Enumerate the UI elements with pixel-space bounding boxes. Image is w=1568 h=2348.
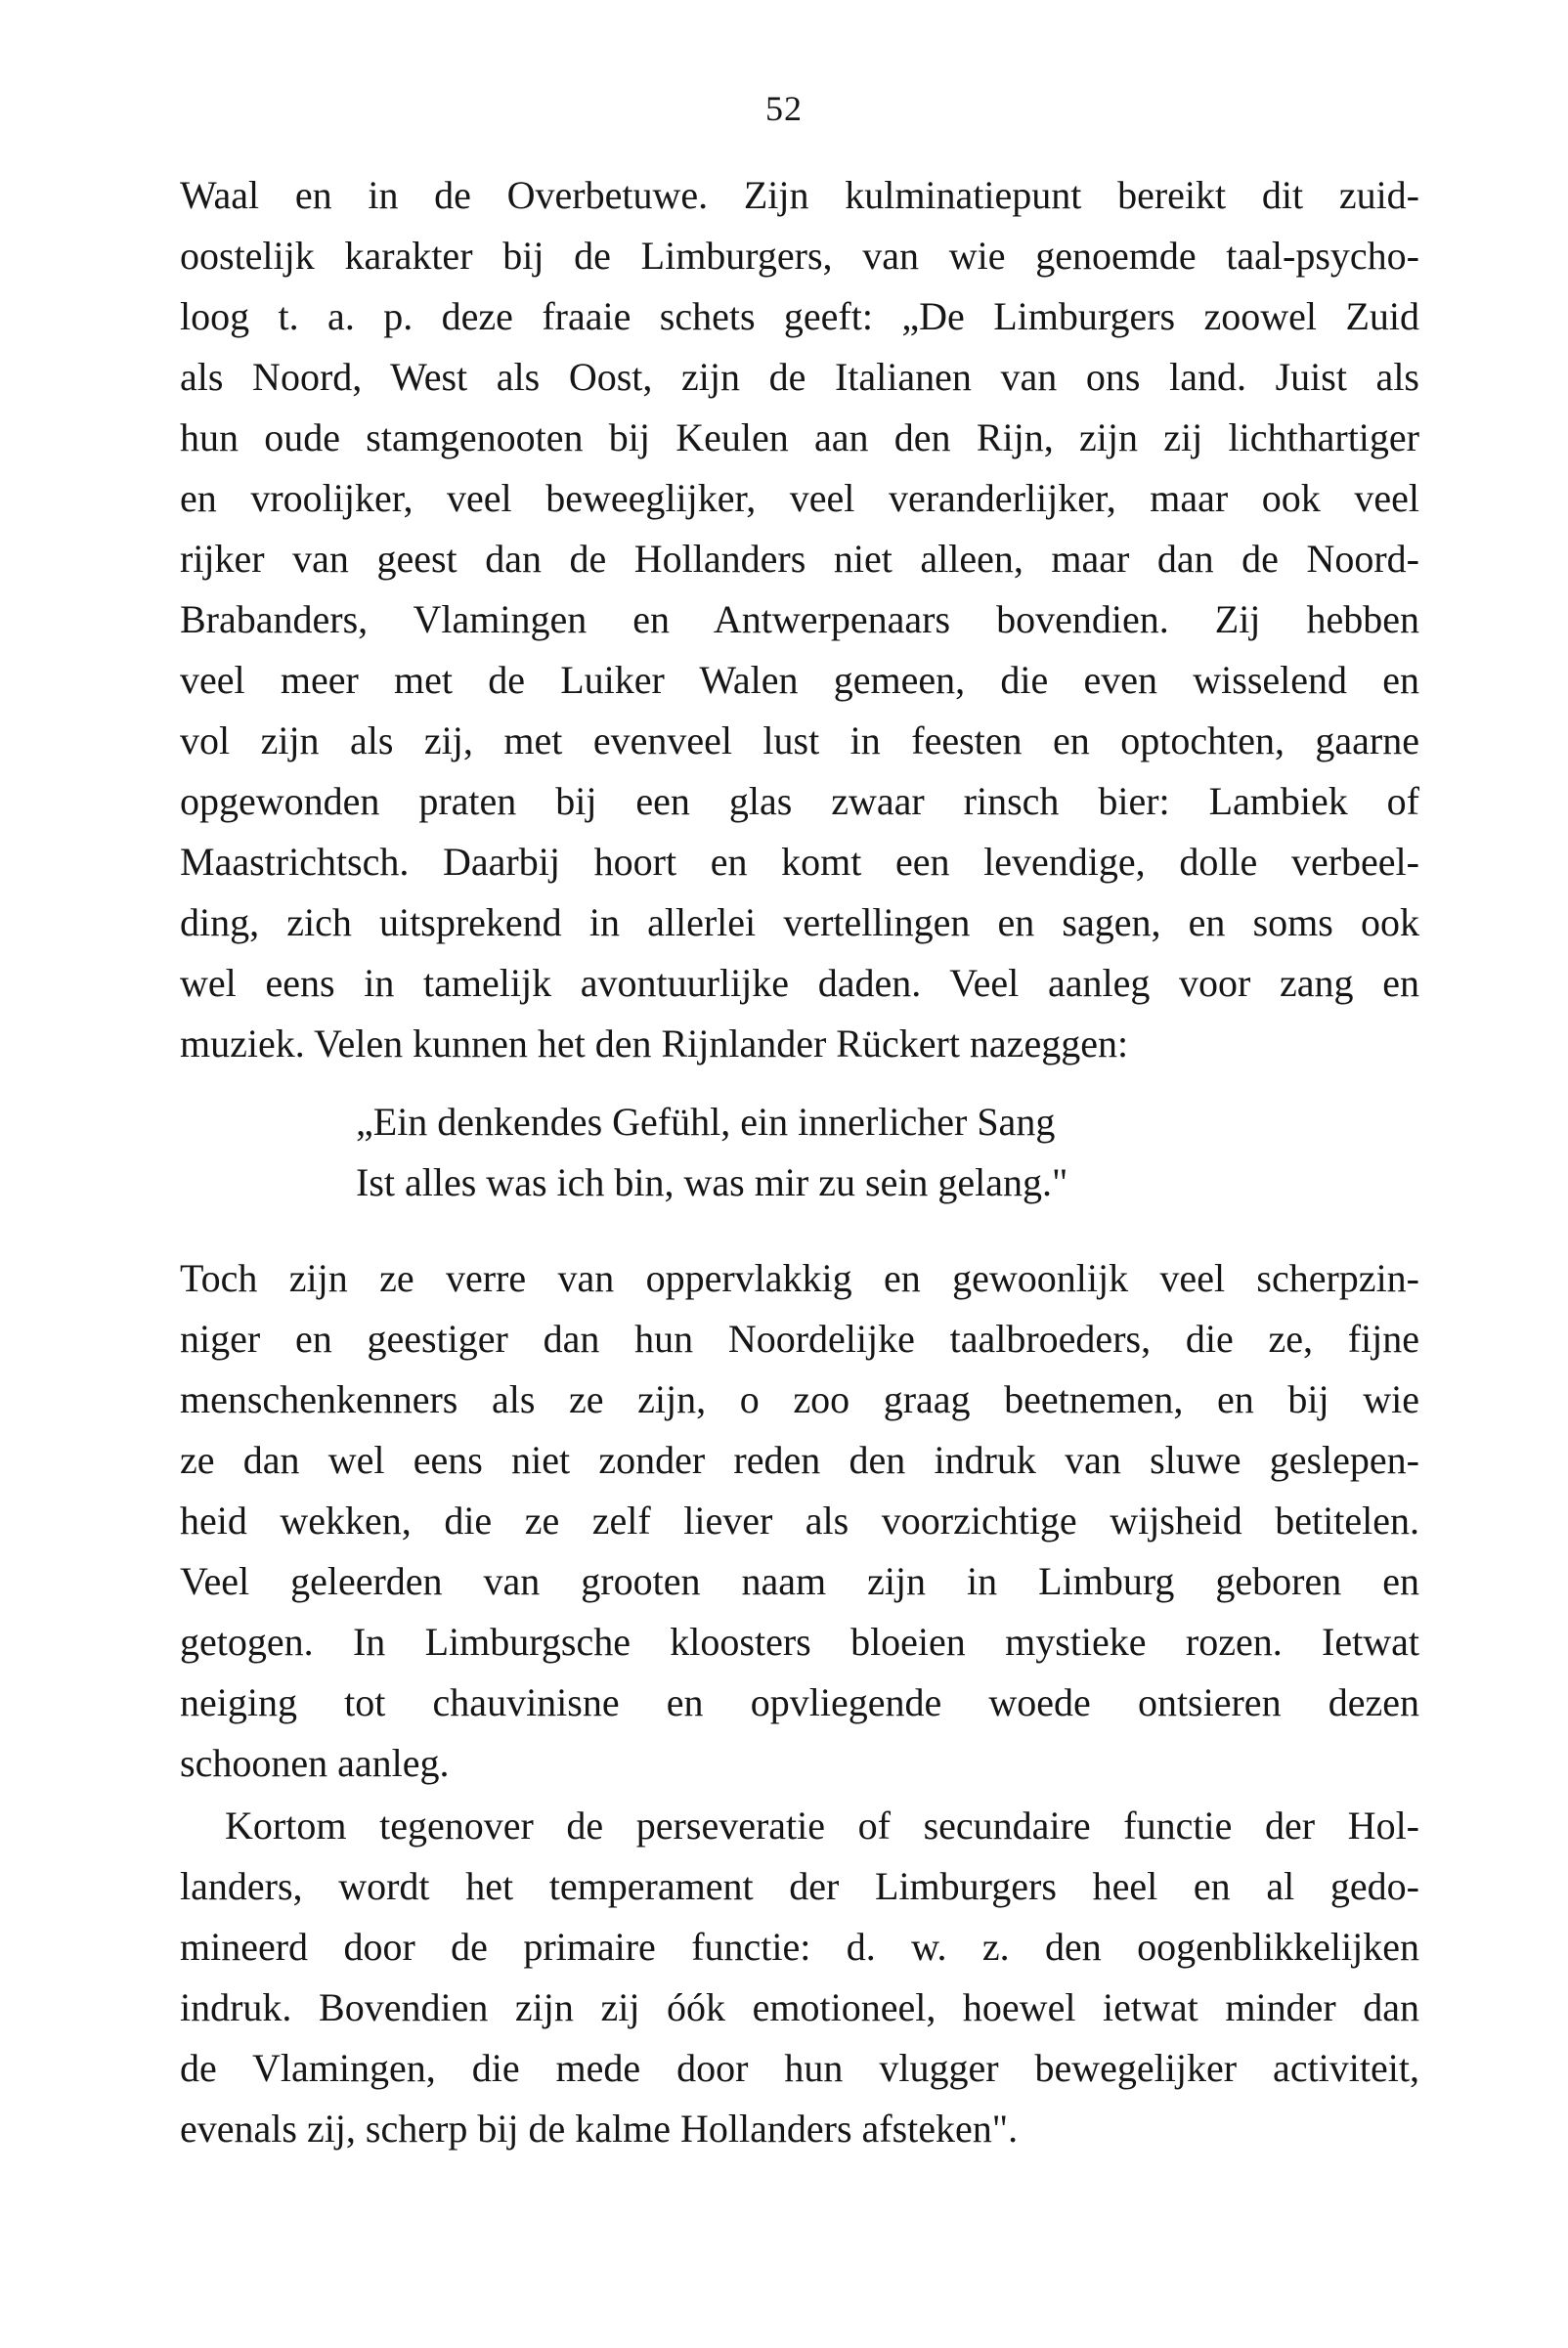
text-line: en vroolijker, veel beweeglijker, veel veranderlijker, maar ook veel [180, 476, 1419, 520]
text-line: evenals zij, scherp bij de kalme Hollanders afsteken". [180, 2107, 1019, 2151]
paragraph-limburgers-character [180, 165, 1419, 1074]
text-line: menschenkenners als ze zijn, o zoo graag beetnemen, en bij wie [180, 1377, 1419, 1421]
text-line: Brabanders, Vlamingen en Antwerpenaars bovendien. Zij hebben [180, 597, 1419, 641]
text-line: Waal en in de Overbetuwe. Zijn kulminatiepunt bereikt dit zuid- [180, 173, 1419, 217]
text-line: landers, wordt het temperament der Limburgers heel en al gedo- [180, 1864, 1419, 1908]
text-line: heid wekken, die ze zelf liever als voorzichtige wijsheid betitelen. [180, 1499, 1419, 1543]
text-line: loog t. a. p. deze fraaie schets geeft: „De Limburgers zoowel Zuid [180, 294, 1419, 338]
text-line: getogen. In Limburgsche kloosters bloeien mystieke rozen. Ietwat [180, 1620, 1419, 1664]
text-line: niger en geestiger dan hun Noordelijke taalbroeders, die ze, fijne [180, 1317, 1419, 1361]
text-line: muziek. Velen kunnen het den Rijnlander Rückert nazeggen: [180, 1022, 1129, 1065]
text-line: ze dan wel eens niet zonder reden den indruk van sluwe geslepen- [180, 1438, 1419, 1482]
page-number: 52 [765, 89, 803, 128]
text-line: Veel geleerden van grooten naam zijn in Limburg geboren en [180, 1559, 1419, 1603]
text-line: vol zijn als zij, met evenveel lust in feesten en optochten, gaarne [180, 718, 1419, 762]
paragraph-wit-and-learning [180, 1248, 1419, 1794]
text-line: als Noord, West als Oost, zijn de Italianen van ons land. Juist als [180, 355, 1419, 399]
text-line: rijker van geest dan de Hollanders niet alleen, maar dan de Noord- [180, 537, 1419, 581]
text-line: veel meer met de Luiker Walen gemeen, die even wisselend en [180, 658, 1419, 702]
text-line: Maastrichtsch. Daarbij hoort en komt een levendige, dolle verbeel- [180, 840, 1419, 884]
text-line: ding, zich uitsprekend in allerlei vertellingen en sagen, en soms ook [180, 900, 1419, 944]
text-line: wel eens in tamelijk avontuurlijke daden. Veel aanleg voor zang en [180, 961, 1419, 1005]
verse-line: Ist alles was ich bin, was mir zu sein gelang." [356, 1160, 1068, 1204]
text-line: mineerd door de primaire functie: d. w. z. den oogenblikkelijken [180, 1925, 1419, 1969]
text-line: schoonen aanleg. [180, 1741, 450, 1785]
text-line: de Vlamingen, die mede door hun vlugger bewegelijker activiteit, [180, 2046, 1419, 2090]
text-line: indruk. Bovendien zijn zij óók emotioneel, hoewel ietwat minder dan [180, 1985, 1419, 2029]
text-line: Toch zijn ze verre van oppervlakkig en gewoonlijk veel scherpzin- [180, 1256, 1419, 1300]
verse-quotation [356, 1092, 1236, 1213]
verse-line: „Ein denkendes Gefühl, ein innerlicher Sang [356, 1100, 1056, 1144]
paragraph-conclusion [180, 1796, 1419, 2159]
text-line: opgewonden praten bij een glas zwaar rinsch bier: Lambiek of [180, 779, 1419, 823]
text-line: oostelijk karakter bij de Limburgers, van wie genoemde taal-psycho- [180, 234, 1419, 278]
text-line: Kortom tegenover de perseveratie of secundaire functie der Hol- [225, 1804, 1419, 1848]
text-line: hun oude stamgenooten bij Keulen aan den Rijn, zijn zij lichthartiger [180, 415, 1419, 459]
text-line: neiging tot chauvinisne en opvliegende woede ontsieren dezen [180, 1680, 1419, 1724]
